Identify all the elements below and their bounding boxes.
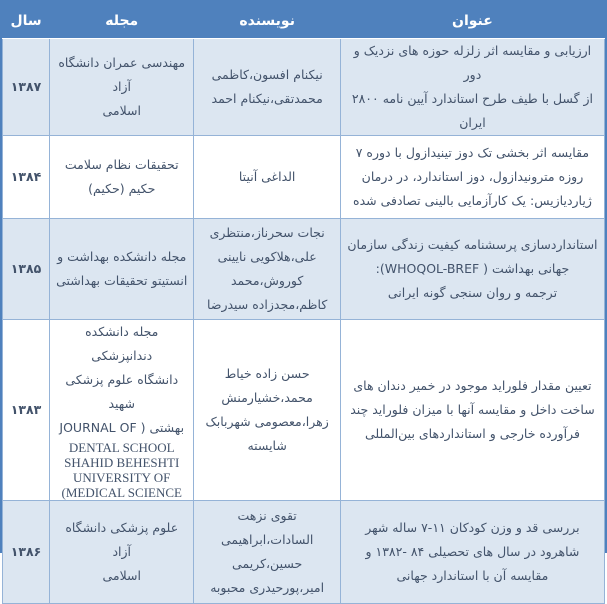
journal-cell: مهندسی عمران دانشگاه آزاد اسلامی <box>50 39 194 136</box>
title-cell: ارزیابی و مقایسه اثر زلزله حوزه های نزدیک و دور از گسل با طیف طرح استاندارد آیین نامه ۲۸۰۰ ایران <box>340 39 604 136</box>
title-cell: تعیین مقدار فلوراید موجود در خمیر دندان های ساخت داخل و مقایسه آنها با میزان فلوراید چند فرآورده خارجی و استانداردهای بین‌المللی <box>340 320 604 501</box>
title-cell: مقایسه اثر بخشی تک دوز تینیدازول با دوره ۷ روزه مترونیدازول، دوز استاندارد، در درمان ژیاردیازیس: یک کارآزمایی بالینی تصادفی شده <box>340 136 604 219</box>
journal-cell: مجله دانشکده بهداشت و انستیتو تحقیقات بهداشتی <box>50 219 194 320</box>
title-cell: استانداردسازی پرسشنامه کیفیت زندگی سازمان جهانی بهداشت ( WHOQOL-BREF): ترجمه و روان سنجی گونه ایرانی <box>340 219 604 320</box>
table-row <box>3 320 605 501</box>
header-author: نویسنده <box>194 3 340 39</box>
journal-cell: مجله دانشکده دندانپزشکی دانشگاه علوم پزشکی شهید بهشتی ( JOURNAL OF DENTAL SCHOOL SHAHID BEHESHTI UNIVERSITY OF (MEDICAL SCIENCE <box>50 320 194 501</box>
article-table <box>2 2 605 604</box>
author-cell: نیکنام افسون،کاظمی محمدتقی،نیکنام احمد <box>194 39 340 136</box>
year-cell: ۱۳۸۵ <box>3 219 50 320</box>
header-journal: مجله <box>50 3 194 39</box>
table-row <box>3 501 605 604</box>
header-title: عنوان <box>340 3 604 39</box>
author-cell: الداغی آنیتا <box>194 136 340 219</box>
author-cell: تقوی نزهت السادات،ابراهیمی حسین،کریمی امیر،پورحیدری محبوبه <box>194 501 340 604</box>
header-row <box>3 3 605 39</box>
year-cell: ۱۳۸۳ <box>3 320 50 501</box>
year-cell: ۱۳۸۴ <box>3 136 50 219</box>
table-row <box>3 136 605 219</box>
author-cell: نجات سحرناز،منتظری علی،هلاکویی نایینی کوروش،محمد کاظم،مجدزاده سیدرضا <box>194 219 340 320</box>
year-cell: ۱۳۸۷ <box>3 39 50 136</box>
journal-cell: تحقیقات نظام سلامت حکیم (حکیم) <box>50 136 194 219</box>
table-row <box>3 39 605 136</box>
year-cell: ۱۳۸۶ <box>3 501 50 604</box>
journal-cell: علوم پزشکی دانشگاه آزاد اسلامی <box>50 501 194 604</box>
table-row <box>3 219 605 320</box>
header-year: سال <box>3 3 50 39</box>
title-cell: بررسی قد و وزن کودکان ۱۱-۷ ساله شهر شاهرود در سال های تحصیلی ۸۴ -۱۳۸۲ و مقایسه آن با استاندارد جهانی <box>340 501 604 604</box>
author-cell: حسن زاده خیاط محمد،خشیارمنش زهرا،معصومی شهربابک شایسته <box>194 320 340 501</box>
